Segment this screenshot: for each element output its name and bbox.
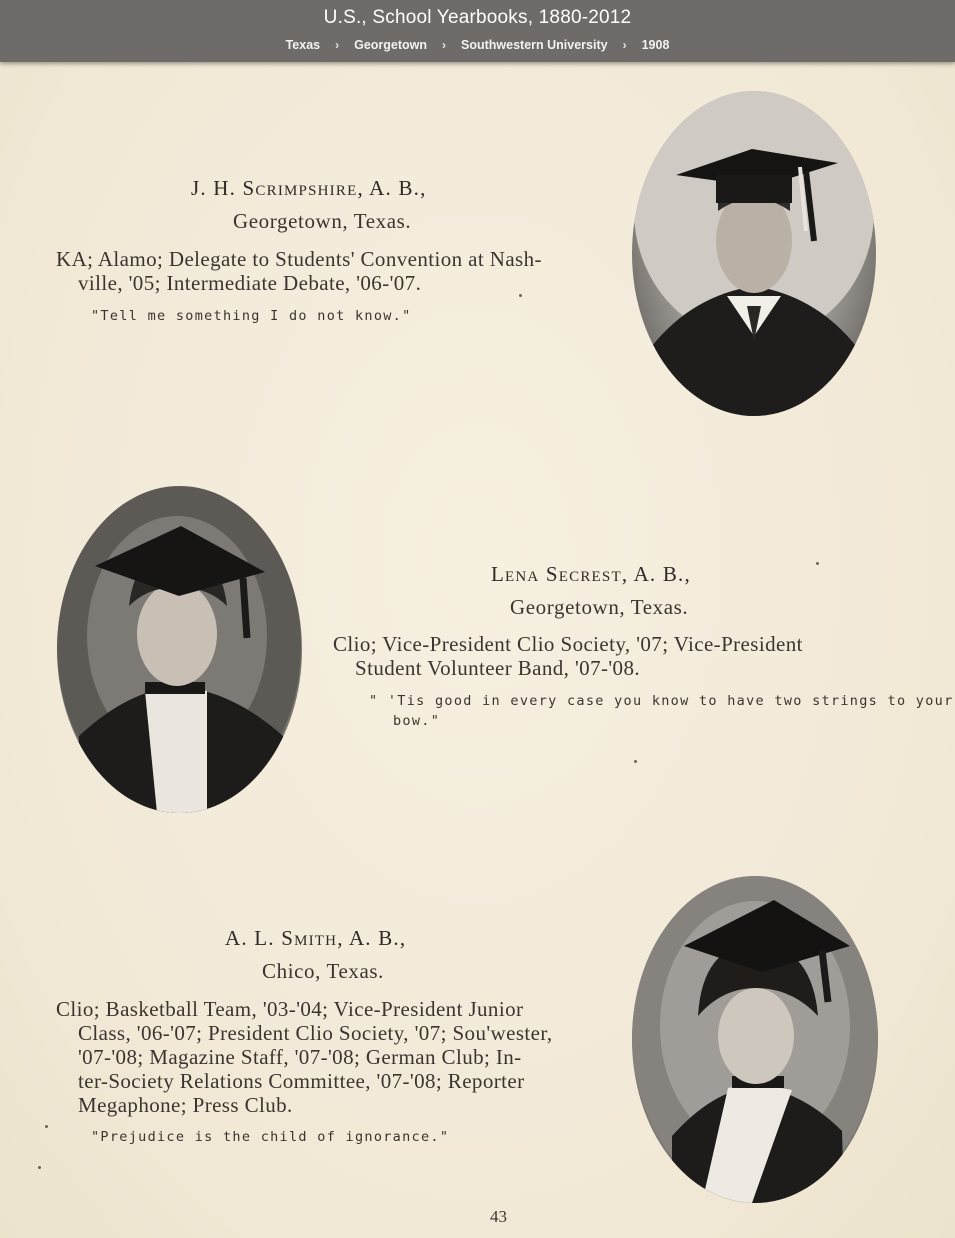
student-name: Lena Secrest, A. B., [491,562,691,586]
activities-line: ter-Society Relations Committee, '07-'08; Reporter [78,1069,525,1093]
portrait-photo [632,876,878,1203]
breadcrumb [0,38,955,52]
chevron-right-icon: › [442,38,447,52]
breadcrumb-city[interactable]: Georgetown [354,38,428,52]
activities-line: KA; Alamo; Delegate to Students' Convention at Nash- [56,247,542,271]
quote-line: " 'Tis good in every case you know to have two strings to your [369,693,954,709]
student-quote [91,1127,449,1147]
activities-line: Class, '06-'07; President Clio Society, '07; Sou'wester, [78,1021,553,1045]
student-quote [91,306,412,326]
activities-line: Student Volunteer Band, '07-'08. [355,656,640,680]
student-hometown: Chico, Texas. [262,959,385,983]
breadcrumb-school[interactable]: Southwestern University [461,38,608,52]
viewer-header [0,0,955,62]
student-hometown: Georgetown, Texas. [233,209,412,233]
activities-line: Clio; Basketball Team, '03-'04; Vice-President Junior [56,997,524,1021]
student-activities [56,997,604,1117]
activities-line: Megaphone; Press Club. [78,1093,293,1117]
activities-line: ville, '05; Intermediate Debate, '06-'07. [78,271,422,295]
paper-speck [634,760,637,763]
breadcrumb-year[interactable]: 1908 [641,38,670,52]
paper-speck [816,562,819,565]
student-quote [369,691,954,731]
breadcrumb-state[interactable]: Texas [285,38,321,52]
portrait-photo [632,91,876,416]
student-hometown: Georgetown, Texas. [510,595,689,619]
activities-line: '07-'08; Magazine Staff, '07-'08; German Club; In- [78,1045,522,1069]
student-name: A. L. Smith, A. B., [225,926,407,950]
collection-title: U.S., School Yearbooks, 1880-2012 [323,7,632,28]
chevron-right-icon: › [335,38,340,52]
quote-line: "Prejudice is the child of ignorance." [91,1129,450,1145]
chevron-right-icon: › [622,38,627,52]
quote-line: bow." [393,713,441,729]
paper-speck [38,1166,41,1169]
quote-line: "Tell me something I do not know." [91,308,412,324]
paper-speck [45,1125,48,1128]
page-number: 43 [490,1207,507,1226]
student-activities [56,247,606,295]
paper-speck [519,294,522,297]
activities-line: Clio; Vice-President Clio Society, '07; Vice-President [333,632,803,656]
student-name: J. H. Scrimpshire, A. B., [191,176,427,200]
student-activities [333,632,881,680]
portrait-photo [57,486,302,813]
